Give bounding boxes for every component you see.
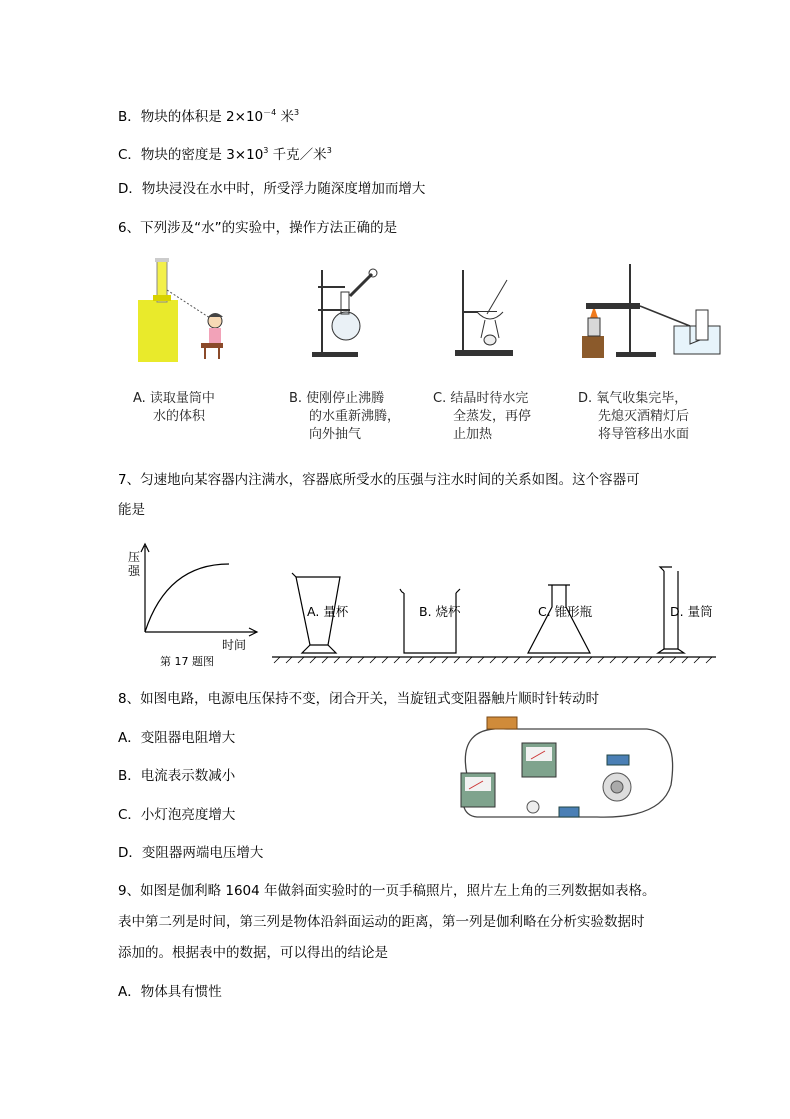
q6-d-line3: 将导管移出水面	[598, 427, 690, 442]
q6-figure-d-oxygen-collection	[578, 262, 728, 362]
q5-option-b	[118, 104, 299, 126]
q8-option-c: C．小灯泡亮度增大	[118, 807, 236, 823]
q9-option-a: A．物体具有惯性	[118, 984, 222, 1000]
q6-option-a	[133, 390, 215, 426]
q8-option-b: B．电流表示数减小	[118, 768, 236, 784]
q6-option-c	[433, 390, 531, 444]
q5-option-c	[118, 142, 332, 164]
q7-vessel-a-label: A. 量杯	[307, 604, 349, 619]
q7-graph-caption: 第 17 题图	[160, 655, 214, 668]
q6-figure-a-reading-cylinder	[135, 255, 235, 365]
q6-figure-c-evaporation	[445, 262, 520, 362]
q9-stem-line2: 表中第二列是时间，第三列是物体沿斜面运动的距离，第一列是伽利略在分析实验数据时	[118, 914, 645, 930]
q6-c-line1: C. 结晶时待水完	[433, 391, 529, 406]
q5-c-unit: 千克／米	[268, 147, 327, 163]
q7-pressure-time-graph	[125, 542, 265, 652]
q7-graph-xlabel: 时间	[222, 638, 247, 652]
q8-stem: 8、如图电路，电源电压保持不变，闭合开关，当旋钮式变阻器触片顺时针转动时	[118, 691, 600, 707]
q5-b-unit: 米	[276, 109, 295, 125]
q6-a-line1: A. 读取量筒中	[133, 391, 215, 406]
q7-vessel-b-label: B. 烧杯	[419, 604, 461, 619]
q6-d-line1: D. 氧气收集完毕，	[578, 391, 688, 406]
q6-a-line2: 水的体积	[153, 409, 206, 424]
q8-option-d: D．变阻器两端电压增大	[118, 845, 264, 861]
q8-circuit-figure	[447, 715, 687, 830]
q6-b-line3: 向外抽气	[309, 427, 362, 442]
q6-d-line2: 先熄灭酒精灯后	[598, 409, 690, 424]
q7-stem-line1: 7、匀速地向某容器内注满水，容器底所受水的压强与注水时间的关系如图。这个容器可	[118, 472, 640, 488]
q6-option-b	[289, 390, 400, 444]
q6-b-line1: B. 使刚停止沸腾	[289, 391, 385, 406]
q6-figure-b-flask-syringe	[310, 262, 385, 362]
q7-graph-ylabel-1: 压	[128, 550, 141, 564]
q9-stem-line3: 添加的。根据表中的数据，可以得出的结论是	[118, 945, 388, 961]
q5-b-text: B．物块的体积是 2×10	[118, 109, 264, 125]
q5-b-unit-exponent: 3	[294, 108, 300, 117]
q6-c-line3: 止加热	[453, 427, 493, 442]
q7-graph-ylabel-2: 强	[128, 564, 141, 578]
q8-option-a: A．变阻器电阻增大	[118, 730, 236, 746]
q6-option-d	[578, 390, 689, 444]
q6-c-line2: 全蒸发，再停	[453, 409, 532, 424]
q5-c-unit-exponent: 3	[326, 146, 332, 155]
q5-option-d: D．物块浸没在水中时，所受浮力随深度增加而增大	[118, 181, 426, 197]
q9-stem-line1: 9、如图是伽利略 1604 年做斜面实验时的一页手稿照片，照片左上角的三列数据如表格。	[118, 883, 656, 899]
q7-vessel-c-label: C. 锥形瓶	[538, 604, 593, 619]
q6-b-line2: 的水重新沸腾，	[309, 409, 401, 424]
q5-c-text: C．物块的密度是 3×10	[118, 147, 264, 163]
q7-vessel-d-label: D. 量筒	[670, 604, 713, 619]
q7-stem-line2: 能是	[118, 502, 145, 518]
q6-stem: 6、下列涉及“水”的实验中，操作方法正确的是	[118, 220, 398, 236]
q5-c-exponent: 3	[263, 146, 269, 155]
q5-b-exponent: －4	[263, 108, 277, 117]
